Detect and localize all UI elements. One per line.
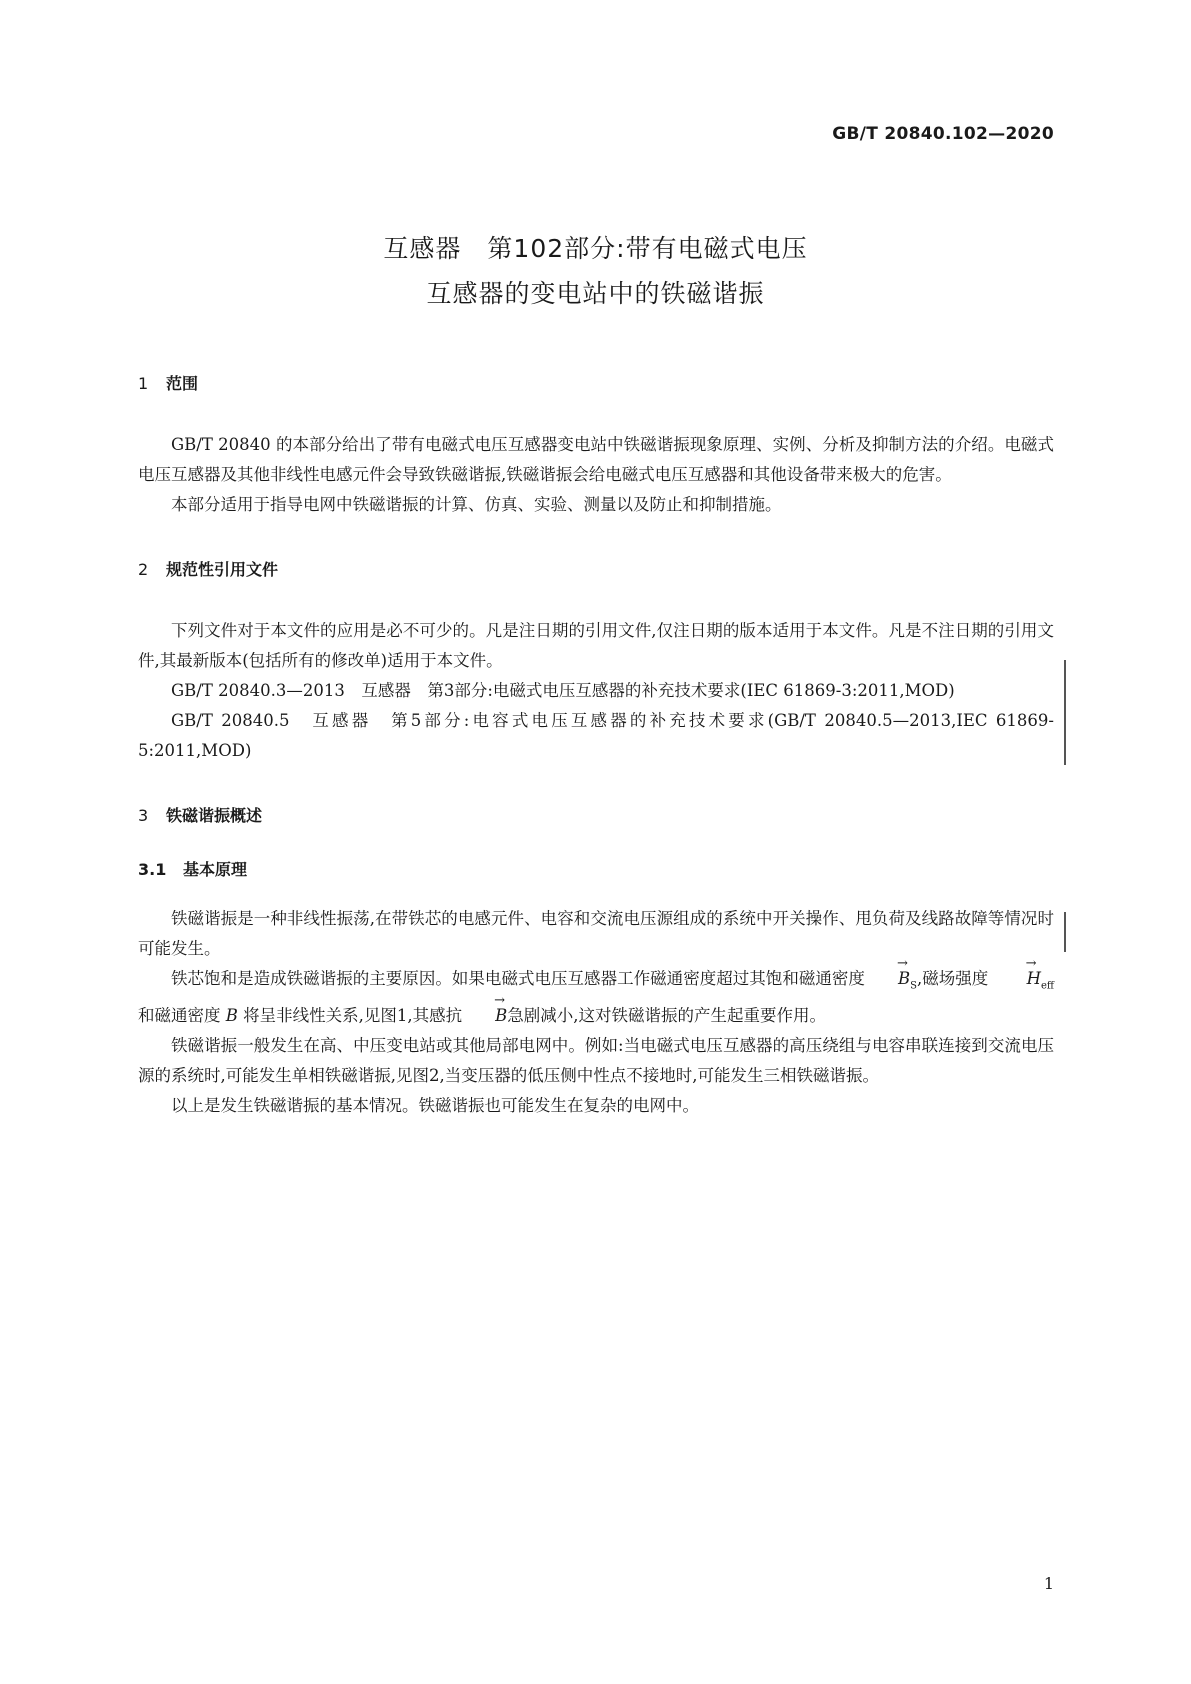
math-symbol: B	[225, 1006, 238, 1026]
vector-symbol: → H	[994, 964, 1041, 994]
section-number: 2	[138, 560, 149, 579]
principle-paragraph-4: 以上是发生铁磁谐振的基本情况。铁磁谐振也可能发生在复杂的电网中。	[171, 1096, 699, 1116]
vector-symbol: → B	[462, 1001, 507, 1031]
document-title	[0, 226, 1191, 316]
revision-bar	[1064, 912, 1066, 952]
subsection-number: 3.1	[138, 860, 167, 879]
section-3-heading	[138, 804, 1054, 828]
scope-paragraph-2: 本部分适用于指导电网中铁磁谐振的计算、仿真、实验、测量以及防止和抑制措施。	[171, 495, 782, 514]
principle-paragraph-1: 铁磁谐振是一种非线性振荡,在带铁芯的电感元件、电容和交流电压源组成的系统中开关操作、甩负荷及线路故障等情况时可能发生。	[138, 909, 1054, 958]
section-title: 范围	[166, 374, 199, 393]
principle-paragraph-3: 铁磁谐振一般发生在高、中压变电站或其他局部电网中。例如:当电磁式电压互感器的高压绕组与电容串联连接到交流电压源的系统时,可能发生单相铁磁谐振,见图2,当变压器的低压侧中性点不接地时,可能发生三相铁磁谐振。	[138, 1036, 1054, 1086]
document-code: GB/T 20840.102—2020	[832, 124, 1054, 144]
scope-paragraph-1: GB/T 20840 的本部分给出了带有电磁式电压互感器变电站中铁磁谐振现象原理、实例、分析及抑制方法的介绍。电磁式电压互感器及其他非线性电感元件会导致铁磁谐振,铁磁谐振会给电磁式电压互感器和其他设备带来极大的危害。	[138, 435, 1054, 484]
subsection-title: 基本原理	[183, 860, 248, 879]
section-3-1-heading	[138, 858, 1054, 882]
revision-bar	[1064, 660, 1066, 765]
title-line-1: 互感器 第102部分:带有电磁式电压	[383, 234, 808, 263]
section-number: 3	[138, 806, 149, 825]
reference-item: GB/T 20840.5 互感器 第5部分:电容式电压互感器的补充技术要求(GB/T 20840.5—2013,IEC 61869-5:2011,MOD)	[138, 711, 1054, 760]
vector-symbol: → B	[865, 964, 910, 994]
page-number: 1	[1043, 1574, 1054, 1593]
principle-paragraph-2: 铁芯饱和是造成铁磁谐振的主要原因。如果电磁式电压互感器工作磁通密度超过其饱和磁通密度→ $B_S$,磁场强度 → $H_{eff}$和磁通密度 B 将呈非线性关系,见图1,其感抗→ B急剧减小,这对铁磁谐振的产生起重要作用。	[138, 964, 1054, 1031]
section-2-heading	[138, 558, 1054, 582]
section-title: 规范性引用文件	[166, 560, 279, 579]
references-intro: 下列文件对于本文件的应用是必不可少的。凡是注日期的引用文件,仅注日期的版本适用于本文件。凡是不注日期的引用文件,其最新版本(包括所有的修改单)适用于本文件。	[138, 621, 1054, 670]
section-title: 铁磁谐振概述	[166, 806, 263, 825]
section-number: 1	[138, 374, 149, 393]
reference-item: GB/T 20840.3—2013 互感器 第3部分:电磁式电压互感器的补充技术要求(IEC 61869-3:2011,MOD)	[171, 681, 955, 700]
title-line-2: 互感器的变电站中的铁磁谐振	[426, 279, 765, 308]
section-1-heading	[138, 372, 1054, 396]
document-body	[138, 372, 1054, 1121]
